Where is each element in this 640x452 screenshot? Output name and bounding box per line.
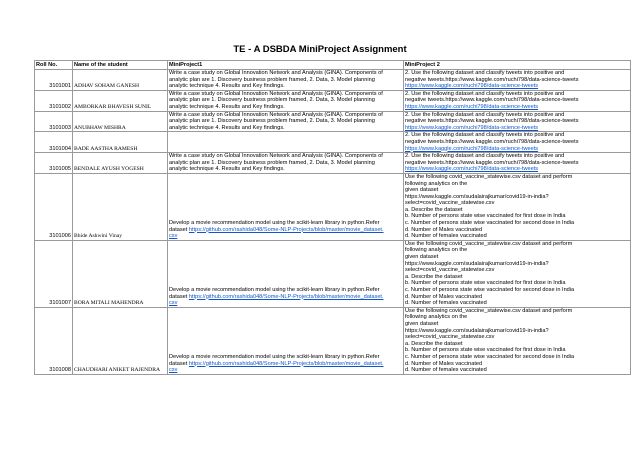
student-name-cell[interactable]: AMBORKAR BHAVESH SUNIL [73, 90, 168, 111]
cell-text-line [169, 160, 402, 167]
miniproject-2-cell[interactable] [404, 70, 631, 91]
cell-text: 2. Use the following dataset and classify tweets into positive and [405, 90, 565, 97]
dataset-link[interactable]: https://www.kaggle.com/ruchi798/data-science-tweets [405, 103, 539, 110]
assignment-table [34, 60, 631, 375]
table-row [35, 70, 631, 91]
miniproject-2-cell[interactable] [404, 173, 631, 240]
cell-text-line [405, 181, 629, 188]
cell-text-line [405, 314, 629, 321]
miniproject-1-cell[interactable] [168, 240, 404, 307]
cell-text-line [405, 200, 629, 207]
cell-text: dataset [169, 360, 189, 367]
cell-text: 2. Use the following dataset and classify tweets into positive and [405, 132, 565, 139]
cell-text: negative tweets.https://www.kaggle.com/ruchi798/data-science-tweets [405, 138, 579, 145]
dataset-link[interactable]: csv [169, 300, 178, 307]
miniproject-2-cell[interactable] [404, 307, 631, 374]
cell-text: Write a case study on Global Innovation Network and Analysis (GINA). Components of [169, 111, 383, 118]
cell-text-line [405, 247, 629, 254]
cell-text-line [169, 70, 402, 77]
cell-text: analytic technique 4. Results and Key findings. [169, 103, 285, 110]
miniproject-1-cell[interactable] [168, 111, 404, 132]
cell-text-line [405, 261, 629, 268]
dataset-link[interactable]: csv [169, 367, 178, 374]
cell-text: d. Number of females vaccinated [405, 233, 487, 240]
cell-text-line [405, 341, 629, 348]
cell-text-line [405, 287, 629, 294]
cell-text-line [405, 294, 629, 301]
cell-text: https://www.kaggle.com/sudalairajkumar/covid19-in-india? [405, 260, 549, 267]
student-name-cell[interactable]: Bhide Ashwini Vinay [73, 173, 168, 240]
dataset-link[interactable]: csv [169, 233, 178, 240]
cell-text-line [405, 118, 629, 125]
cell-text-line [405, 213, 629, 220]
dataset-link[interactable]: https://github.com/rashida048/Some-NLP-Projects/blob/master/movie_dataset. [188, 226, 384, 233]
cell-text-line [169, 118, 402, 125]
cell-text-line [405, 267, 629, 274]
cell-text-line [405, 308, 629, 315]
cell-text-line [169, 166, 402, 173]
header-student-name[interactable]: Name of the student [73, 61, 168, 70]
cell-text-line [405, 207, 629, 214]
cell-text: Use the following covid_vaccine_statewise.csv dataset and perform [405, 240, 573, 247]
cell-text: a. Describe the dataset [405, 340, 463, 347]
cell-text-line [169, 367, 402, 374]
cell-text: dataset [169, 226, 189, 233]
cell-text: analytic plan are 1. Discovery business problem framed, 2. Data, 3. Model planning [169, 76, 375, 83]
cell-text: following analytics on the [405, 247, 468, 254]
cell-text: negative tweets.https://www.kaggle.com/ruchi798/data-science-tweets [405, 97, 579, 104]
cell-text-line [169, 354, 402, 361]
roll-number-cell[interactable]: 3101005 [35, 153, 73, 174]
cell-text: b. Number of persons state wise vaccinated for first dose in India [405, 280, 566, 287]
cell-text-line [169, 300, 402, 307]
student-name-cell[interactable]: ANUBHAW MISHRA [73, 111, 168, 132]
roll-number-cell[interactable]: 3101001 [35, 70, 73, 91]
dataset-link[interactable]: https://www.kaggle.com/ruchi798/data-science-tweets [405, 166, 539, 173]
cell-text: d. Number of females vaccinated [405, 367, 487, 374]
miniproject-1-cell[interactable] [168, 153, 404, 174]
table-header-row [35, 61, 631, 70]
cell-text: Use the following covid_vaccine_statewise.csv dataset and perform [405, 307, 573, 314]
header-miniproject-1[interactable]: MiniProject1 [168, 61, 404, 70]
miniproject-1-cell[interactable] [168, 307, 404, 374]
cell-text: Write a case study on Global Innovation Network and Analysis (GINA). Components of [169, 90, 383, 97]
table-row [35, 240, 631, 307]
cell-text: Develop a movie recommendation model using the scikit-learn library in python.Refer [169, 220, 380, 227]
cell-text: 2. Use the following dataset and classify tweets into positive and [405, 70, 565, 76]
roll-number-cell[interactable]: 3101007 [35, 240, 73, 307]
cell-text: negative tweets.https://www.kaggle.com/ruchi798/data-science-tweets [405, 159, 579, 166]
roll-number-cell[interactable]: 3101008 [35, 307, 73, 374]
cell-text-line [405, 174, 629, 181]
cell-text-line [169, 361, 402, 368]
cell-text-line [405, 125, 629, 132]
table-row [35, 132, 631, 153]
cell-text-line [405, 91, 629, 98]
cell-text-line [405, 241, 629, 248]
cell-text-line [405, 367, 629, 374]
cell-text: negative tweets.https://www.kaggle.com/ruchi798/data-science-tweets [405, 76, 579, 83]
cell-text: analytic plan are 1. Discovery business problem framed, 2. Data, 3. Model planning [169, 159, 375, 166]
cell-text: d. Number of Males vaccinated [405, 360, 483, 367]
table-row [35, 173, 631, 240]
miniproject-2-cell[interactable] [404, 153, 631, 174]
cell-text: b. Number of persons state wise vaccinated for first dose in India [405, 213, 566, 220]
cell-text-line [169, 294, 402, 301]
cell-text: dataset [169, 293, 189, 300]
cell-text-line [405, 194, 629, 201]
cell-text-line [169, 153, 402, 160]
cell-text: following analytics on the [405, 314, 468, 321]
header-roll-no[interactable]: Roll No. [35, 61, 73, 70]
cell-text: analytic technique 4. Results and Key findings. [169, 83, 285, 90]
cell-text-line [169, 125, 402, 132]
table-row [35, 111, 631, 132]
cell-text: c. Number of persons state wise vaccinated for second dose in India [405, 220, 575, 227]
cell-text: 2. Use the following dataset and classify tweets into positive and [405, 153, 565, 160]
cell-text-line [405, 112, 629, 119]
student-name-cell[interactable]: BORA MITALI MAHENDRA [73, 240, 168, 307]
cell-text: d. Number of Males vaccinated [405, 226, 483, 233]
cell-text: b. Number of persons state wise vaccinated for first dose in India [405, 347, 566, 354]
cell-text: given dataset [405, 187, 439, 194]
dataset-link[interactable]: https://www.kaggle.com/ruchi798/data-science-tweets [405, 83, 539, 90]
cell-text-line [169, 112, 402, 119]
cell-text-line [405, 321, 629, 328]
cell-text-line [405, 70, 629, 77]
cell-text-line [405, 160, 629, 167]
page-title: TE - A DSBDA MiniProject Assignment [233, 44, 407, 55]
cell-text: Use the following covid_vaccine_statewise.csv dataset and perform [405, 173, 573, 180]
cell-text: d. Number of females vaccinated [405, 300, 487, 307]
dataset-link[interactable]: https://github.com/rashida048/Some-NLP-Projects/blob/master/movie_dataset. [188, 293, 384, 300]
cell-text-line [169, 97, 402, 104]
miniproject-2-cell[interactable] [404, 132, 631, 153]
cell-text-line [405, 347, 629, 354]
cell-text: select=covid_vaccine_statewise.csv [405, 200, 495, 207]
miniproject-2-cell[interactable] [404, 111, 631, 132]
cell-text-line [405, 274, 629, 281]
cell-text: select=covid_vaccine_statewise.csv [405, 334, 495, 341]
cell-text-line [169, 83, 402, 90]
miniproject-1-cell[interactable] [168, 90, 404, 111]
cell-text-line [405, 361, 629, 368]
miniproject-1-cell[interactable] [168, 132, 404, 153]
student-name-cell[interactable]: ADHAV SOHAM GANESH [73, 70, 168, 91]
cell-text: https://www.kaggle.com/sudalairajkumar/covid19-in-india? [405, 327, 549, 334]
cell-text-line [169, 104, 402, 111]
cell-text-line [405, 77, 629, 84]
roll-number-cell[interactable]: 3101004 [35, 132, 73, 153]
student-name-cell[interactable]: CHAUDHARI ANIKET RAJENDRA [73, 307, 168, 374]
cell-text-line [169, 91, 402, 98]
cell-text-line [405, 153, 629, 160]
cell-text: Write a case study on Global Innovation Network and Analysis (GINA). Components of [169, 70, 383, 76]
table-body [35, 70, 631, 375]
cell-text-line [405, 104, 629, 111]
miniproject-1-cell[interactable] [168, 70, 404, 91]
table-row [35, 307, 631, 374]
dataset-link[interactable]: https://www.kaggle.com/ruchi798/data-science-tweets [405, 124, 539, 131]
cell-text: negative tweets.https://www.kaggle.com/ruchi798/data-science-tweets [405, 118, 579, 125]
cell-text: c. Number of persons state wise vaccinated for second dose in India [405, 287, 575, 293]
cell-text-line [405, 97, 629, 104]
roll-number-cell[interactable]: 3101003 [35, 111, 73, 132]
miniproject-2-cell[interactable] [404, 90, 631, 111]
cell-text: Develop a movie recommendation model using the scikit-learn library in python.Refer [169, 353, 380, 360]
cell-text-line [405, 227, 629, 234]
cell-text: analytic plan are 1. Discovery business problem framed, 2. Data, 3. Model planning [169, 118, 375, 125]
table-row [35, 153, 631, 174]
cell-text-line [405, 83, 629, 90]
cell-text-line [405, 220, 629, 227]
header-miniproject-2[interactable]: MiniProject 2 [404, 61, 631, 70]
roll-number-cell[interactable]: 3101002 [35, 90, 73, 111]
dataset-link[interactable]: https://github.com/rashida048/Some-NLP-Projects/blob/master/movie_dataset. [188, 360, 384, 367]
cell-text: d. Number of Males vaccinated [405, 293, 483, 300]
miniproject-1-cell[interactable] [168, 173, 404, 240]
student-name-cell[interactable]: BENDALE AYUSH YOGESH [73, 153, 168, 174]
miniproject-2-cell[interactable] [404, 240, 631, 307]
cell-text-line [169, 77, 402, 84]
cell-text: Write a case study on Global Innovation Network and Analysis (GINA). Components of [169, 153, 383, 160]
cell-text-line [405, 328, 629, 335]
cell-text-line [405, 166, 629, 173]
cell-text: given dataset [405, 254, 439, 261]
cell-text-line [405, 139, 629, 146]
cell-text: analytic plan are 1. Discovery business problem framed, 2. Data, 3. Model planning [169, 97, 375, 104]
cell-text-line [169, 287, 402, 294]
student-name-cell[interactable]: BADE AASTHA RAMESH [73, 132, 168, 153]
table-row [35, 90, 631, 111]
cell-text: a. Describe the dataset [405, 273, 463, 280]
cell-text: c. Number of persons state wise vaccinated for second dose in India [405, 353, 575, 360]
cell-text-line [405, 280, 629, 287]
cell-text: Develop a movie recommendation model using the scikit-learn library in python.Refer [169, 287, 380, 293]
cell-text: given dataset [405, 320, 439, 327]
cell-text-line [405, 300, 629, 307]
cell-text-line [405, 334, 629, 341]
cell-text: 2. Use the following dataset and classify tweets into positive and [405, 111, 565, 118]
cell-text-line [405, 233, 629, 240]
dataset-link[interactable]: https://www.kaggle.com/ruchi798/data-science-tweets [405, 145, 539, 152]
cell-text-line [169, 233, 402, 240]
cell-text: analytic technique 4. Results and Key findings. [169, 124, 285, 131]
cell-text-line [169, 220, 402, 227]
cell-text: following analytics on the [405, 180, 468, 187]
cell-text-line [405, 146, 629, 153]
cell-text: analytic technique 4. Results and Key findings. [169, 166, 285, 173]
cell-text-line [405, 187, 629, 194]
cell-text-line [405, 254, 629, 261]
cell-text-line [405, 132, 629, 139]
cell-text-line [405, 354, 629, 361]
cell-text: a. Describe the dataset [405, 206, 463, 213]
cell-text: select=covid_vaccine_statewise.csv [405, 267, 495, 274]
cell-text-line [169, 227, 402, 234]
cell-text: https://www.kaggle.com/sudalairajkumar/covid19-in-india? [405, 193, 549, 200]
roll-number-cell[interactable]: 3101006 [35, 173, 73, 240]
